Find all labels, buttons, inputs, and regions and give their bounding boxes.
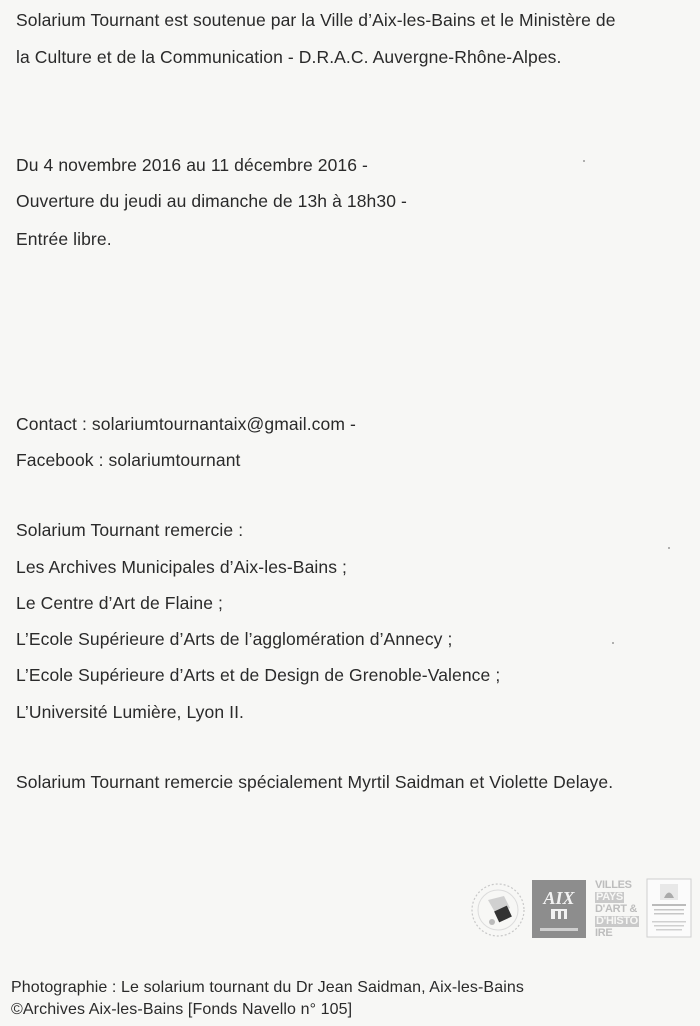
support-line-2: la Culture et de la Communication - D.R.A.C. Auvergne-Rhône-Alpes. [16,47,562,67]
villes-logo-line: D'HISTO [596,915,638,927]
villes-pays-art-histoire-logo-icon [592,878,642,940]
scan-speck [668,547,670,549]
villes-logo-line: IRE [595,927,613,939]
republique-francaise-logo-icon [646,878,692,938]
support-line-1: Solarium Tournant est soutenue par la Ville d’Aix-les-Bains et le Ministère de [16,10,616,30]
special-thanks-line: Solarium Tournant remercie spécialement Myrtil Saidman et Violette Delaye. [16,772,614,792]
thanks-item: Le Centre d’Art de Flaine ; [16,593,223,613]
photo-credit-line: Photographie : Le solarium tournant du Dr Jean Saidman, Aix-les-Bains [11,979,524,996]
thanks-item: L’Ecole Supérieure d’Arts de l’agglomération d’Annecy ; [16,629,453,649]
aix-logo-text: AIX [543,888,575,908]
thanks-item: Les Archives Municipales d’Aix-les-Bains ; [16,557,348,577]
scan-speck [583,160,585,162]
entry-line: Entrée libre. [16,229,112,249]
circle-logo-icon [470,882,526,938]
aix-les-bains-logo-icon [532,880,586,938]
scan-speck [612,642,614,644]
villes-logo-line: VILLES [595,879,632,891]
thanks-item: L’Ecole Supérieure d’Arts et de Design de Grenoble-Valence ; [16,665,501,685]
villes-logo-line: D'ART & [595,903,638,915]
partner-logos [464,876,694,942]
thanks-heading: Solarium Tournant remercie : [16,520,244,540]
contact-facebook-line: Facebook : solariumtournant [16,450,241,470]
opening-hours-line: Ouverture du jeudi au dimanche de 13h à 18h30 - [16,191,407,211]
villes-logo-line: PAYS [596,891,623,903]
thanks-item: L’Université Lumière, Lyon II. [16,702,245,722]
archive-credit-line: ©Archives Aix-les-Bains [Fonds Navello n° 105] [11,1001,353,1018]
dates-line: Du 4 novembre 2016 au 11 décembre 2016 - [16,155,368,175]
contact-email-line: Contact : solariumtournantaix@gmail.com - [16,414,356,434]
